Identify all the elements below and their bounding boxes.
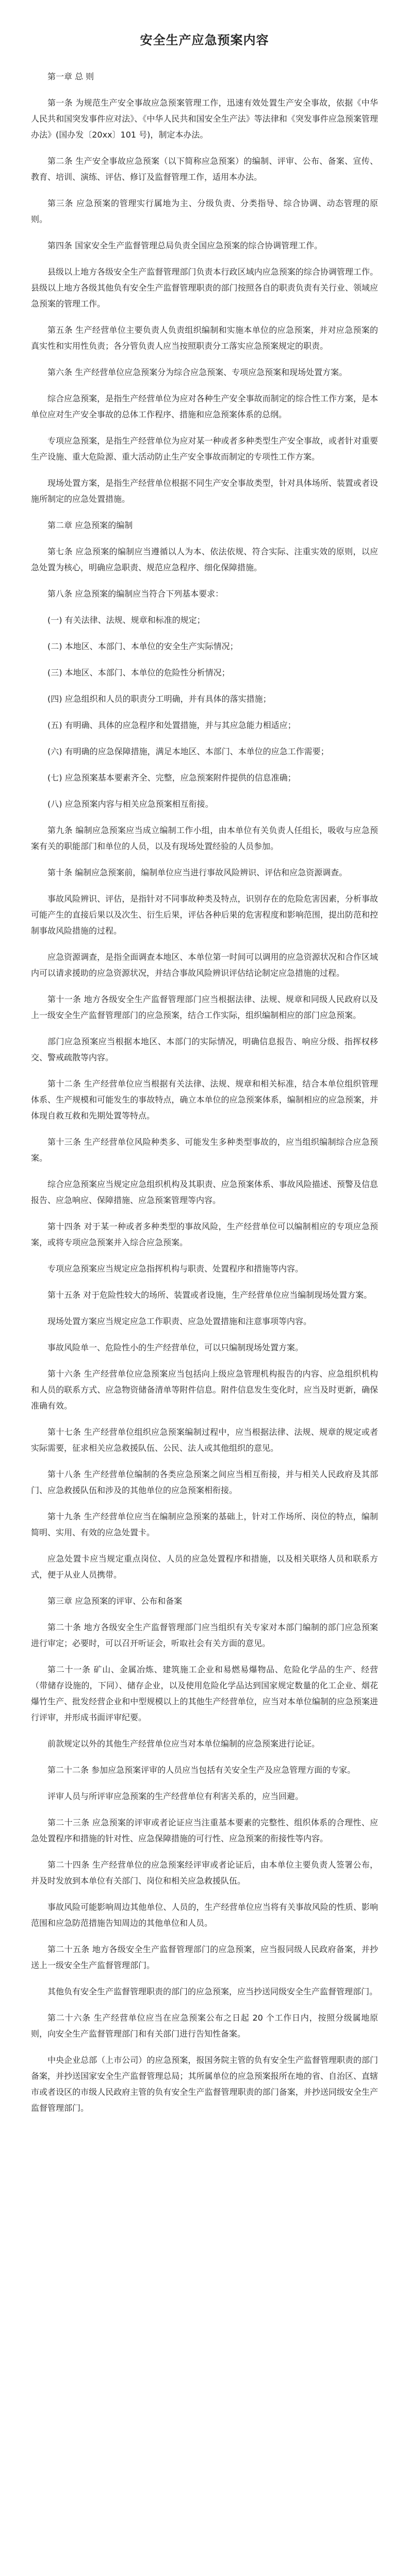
paragraph: 应急处置卡应当规定重点岗位、人员的应急处置程序和措施，以及相关联络人员和联系方式，便于从业人员携带。 xyxy=(31,1554,378,1580)
paragraph: 专项应急预案，是指生产经营单位为应对某一种或者多种类型生产安全事故，或者针对重要生产设施、重大危险源、重大活动防止生产安全事故而制定的专项性工作方案。 xyxy=(31,436,378,462)
paragraph: (五) 有明确、具体的应急程序和处置措施，并与其应急能力相适应； xyxy=(47,720,296,730)
page-title: 安全生产应急预案内容 xyxy=(140,33,269,47)
paragraph: 前款规定以外的其他生产经营单位应当对本单位编制的应急预案进行论证。 xyxy=(47,1739,320,1749)
paragraph: 第四条 国家安全生产监督管理总局负责全国应急预案的综合协调管理工作。 xyxy=(47,241,323,250)
paragraph: (三) 本地区、本部门、本单位的危险性分析情况； xyxy=(47,668,230,677)
paragraph: 第二十一条 矿山、金属冶炼、建筑施工企业和易燃易爆物品、危险化学品的生产、经营（带储存设施的，下同）、储存企业，以及使用危险化学品达到国家规定数量的化工企业、烟花爆竹生产、批发经营企业和中型规模以上的其他生产经营单位，应当对本单位编制的应急预案进行评审，并形成书面评审纪要。 xyxy=(31,1665,378,1722)
paragraph: 第三章 应急预案的评审、公布和备案 xyxy=(47,1596,183,1606)
paragraph: 第二条 生产安全事故应急预案（以下简称应急预案）的编制、评审、公布、备案、宣传、教育、培训、演练、评估、修订及监督管理工作，适用本办法。 xyxy=(31,156,378,182)
paragraph: 第八条 应急预案的编制应当符合下列基本要求： xyxy=(47,589,224,599)
paragraph: (一) 有关法律、法规、规章和标准的规定； xyxy=(47,615,205,625)
paragraph: 其他负有安全生产监督管理职责的部门的应急预案，应当抄送同级安全生产监督管理部门。 xyxy=(47,1987,378,1996)
paragraph: 现场处置方案应当规定应急工作职责、应急处置措施和注意事项等内容。 xyxy=(47,1316,312,1326)
paragraph: 事故风险辨识、评估，是指针对不同事故种类及特点，识别存在的危险危害因素，分析事故可能产生的直接后果以及次生、衍生后果，评估各种后果的危害程度和影响范围，提出防范和控制事故风险措施的过程。 xyxy=(31,894,378,936)
paragraph: 事故风险可能影响周边其他单位、人员的，生产经营单位应当将有关事故风险的性质、影响范围和应急防范措施告知周边的其他单位和人员。 xyxy=(31,1902,378,1928)
paragraph: (二) 本地区、本部门、本单位的安全生产实际情况； xyxy=(47,641,238,651)
paragraph: 第十条 编制应急预案前，编制单位应当进行事故风险辨识、评估和应急资源调查。 xyxy=(47,868,348,877)
paragraph: 第十八条 生产经营单位编制的各类应急预案之间应当相互衔接，并与相关人民政府及其部门、应急救援队伍和涉及的其他单位的应急预案相衔接。 xyxy=(31,1469,378,1495)
paragraph: 县级以上地方各级安全生产监督管理部门负责本行政区域内应急预案的综合协调管理工作。县级以上地方各级其他负有安全生产监督管理职责的部门按照各自的职责负责有关行业、领域应急预案的管理工作。 xyxy=(31,267,378,309)
paragraph: 第六条 生产经营单位应急预案分为综合应急预案、专项应急预案和现场处置方案。 xyxy=(47,367,348,377)
paragraph: 应急资源调查，是指全面调查本地区、本单位第一时间可以调用的应急资源状况和合作区域内可以请求援助的应急资源状况，并结合事故风险辨识评估结论制定应急措施的过程。 xyxy=(31,952,378,978)
paragraph: 第七条 应急预案的编制应当遵循以人为本、依法依规、符合实际、注重实效的原则，以应急处置为核心，明确应急职责、规范应急程序、细化保障措施。 xyxy=(31,547,378,572)
paragraph: 事故风险单一、危险性小的生产经营单位，可以只编制现场处置方案。 xyxy=(47,1343,304,1352)
paragraph: (七) 应急预案基本要素齐全、完整，应急预案附件提供的信息准确； xyxy=(47,773,296,783)
paragraph: 第十九条 生产经营单位应当在编制应急预案的基础上，针对工作场所、岗位的特点，编制简明、实用、有效的应急处置卡。 xyxy=(31,1512,378,1537)
paragraph: (八) 应急预案内容与相关应急预案相互衔接。 xyxy=(47,799,214,809)
paragraph: (四) 应急组织和人员的职责分工明确，并有具体的落实措施； xyxy=(47,694,271,704)
paragraph: 第十四条 对于某一种或者多种类型的事故风险，生产经营单位可以编制相应的专项应急预案，或将专项应急预案并入综合应急预案。 xyxy=(31,1222,378,1247)
paragraph: 第二十二条 参加应急预案评审的人员应当包括有关安全生产及应急管理方面的专家。 xyxy=(47,1765,356,1775)
paragraph: 第二十四条 生产经营单位的应急预案经评审或者论证后，由本单位主要负责人签署公布，并及时发放到本单位有关部门、岗位和相关应急救援队伍。 xyxy=(31,1860,378,1886)
document-body xyxy=(31,69,378,2116)
paragraph: 第十六条 生产经营单位应急预案应当包括向上级应急管理机构报告的内容、应急组织机构和人员的联系方式、应急物资储备清单等附件信息。附件信息发生变化时，应当及时更新，确保准确有效。 xyxy=(31,1369,378,1411)
paragraph: 第一章 总 则 xyxy=(47,72,94,81)
paragraph: 第三条 应急预案的管理实行属地为主、分级负责、分类指导、综合协调、动态管理的原则。 xyxy=(31,198,378,224)
paragraph: 综合应急预案，是指生产经营单位为应对各种生产安全事故而制定的综合性工作方案，是本单位应对生产安全事故的总体工作程序、措施和应急预案体系的总纲。 xyxy=(31,394,378,419)
paragraph: 第二十三条 应急预案的评审或者论证应当注重基本要素的完整性、组织体系的合理性、应急处置程序和措施的针对性、应急保障措施的可行性、应急预案的衔接性等内容。 xyxy=(31,1818,378,1843)
paragraph: 第十三条 生产经营单位风险种类多、可能发生多种类型事故的，应当组织编制综合应急预案。 xyxy=(31,1137,378,1163)
paragraph: 专项应急预案应当规定应急指挥机构与职责、处置程序和措施等内容。 xyxy=(47,1264,304,1274)
paragraph: 第十五条 对于危险性较大的场所、装置或者设施，生产经营单位应当编制现场处置方案。 xyxy=(47,1290,372,1300)
paragraph: 第十一条 地方各级安全生产监督管理部门应当根据法律、法规、规章和同级人民政府以及上一级安全生产监督管理部门的应急预案，结合工作实际，组织编制相应的部门应急预案。 xyxy=(31,994,378,1020)
paragraph: 综合应急预案应当规定应急组织机构及其职责、应急预案体系、事故风险描述、预警及信息报告、应急响应、保障措施、应急预案管理等内容。 xyxy=(31,1179,378,1205)
paragraph: (六) 有明确的应急保障措施，满足本地区、本部门、本单位的应急工作需要； xyxy=(47,747,329,756)
paragraph: 评审人员与所评审应急预案的生产经营单位有利害关系的，应当回避。 xyxy=(47,1791,304,1801)
paragraph: 第一条 为规范生产安全事故应急预案管理工作，迅速有效处置生产安全事故，依据《中华人民共和国突发事件应对法》、《中华人民共和国安全生产法》等法律和《突发事件应急预案管理办法》(国办发〔20xx〕101 号)，制定本办法。 xyxy=(31,98,378,140)
paragraph: 现场处置方案，是指生产经营单位根据不同生产安全事故类型，针对具体场所、装置或者设施所制定的应急处置措施。 xyxy=(31,478,378,504)
paragraph: 部门应急预案应当根据本地区、本部门的实际情况，明确信息报告、响应分级、指挥权移交、警戒疏散等内容。 xyxy=(31,1037,378,1062)
paragraph: 第二十五条 地方各级安全生产监督管理部门的应急预案，应当报同级人民政府备案，并抄送上一级安全生产监督管理部门。 xyxy=(31,1944,378,1970)
paragraph: 中央企业总部（上市公司）的应急预案，报国务院主管的负有安全生产监督管理职责的部门备案，并抄送国家安全生产监督管理总局；其所属单位的应急预案报所在地的省、自治区、直辖市或者设区的市级人民政府主管的负有安全生产监督管理职责的部门备案，并抄送同级安全生产监督管理部门。 xyxy=(31,2055,378,2113)
paragraph: 第五条 生产经营单位主要负责人负责组织编制和实施本单位的应急预案，并对应急预案的真实性和实用性负责；各分管负责人应当按照职责分工落实应急预案规定的职责。 xyxy=(31,325,378,351)
paragraph: 第九条 编制应急预案应当成立编制工作小组，由本单位有关负责人任组长，吸收与应急预案有关的职能部门和单位的人员，以及有现场处置经验的人员参加。 xyxy=(31,825,378,851)
paragraph: 第二章 应急预案的编制 xyxy=(47,520,133,530)
paragraph: 第二十条 地方各级安全生产监督管理部门应当组织有关专家对本部门编制的部门应急预案进行审定；必要时，可以召开听证会，听取社会有关方面的意见。 xyxy=(31,1622,378,1648)
paragraph: 第二十六条 生产经营单位应当在应急预案公布之日起 20 个工作日内，按照分级属地原则，向安全生产监督管理部门和有关部门进行告知性备案。 xyxy=(31,2013,378,2039)
paragraph: 第十二条 生产经营单位应当根据有关法律、法规、规章和相关标准，结合本单位组织管理体系、生产规模和可能发生的事故特点，确立本单位的应急预案体系，编制相应的应急预案，并体现自救互救和先期处置等特点。 xyxy=(31,1079,378,1121)
paragraph: 第十七条 生产经营单位组织应急预案编制过程中，应当根据法律、法规、规章的规定或者实际需要，征求相关应急救援队伍、公民、法人或其他组织的意见。 xyxy=(31,1427,378,1453)
